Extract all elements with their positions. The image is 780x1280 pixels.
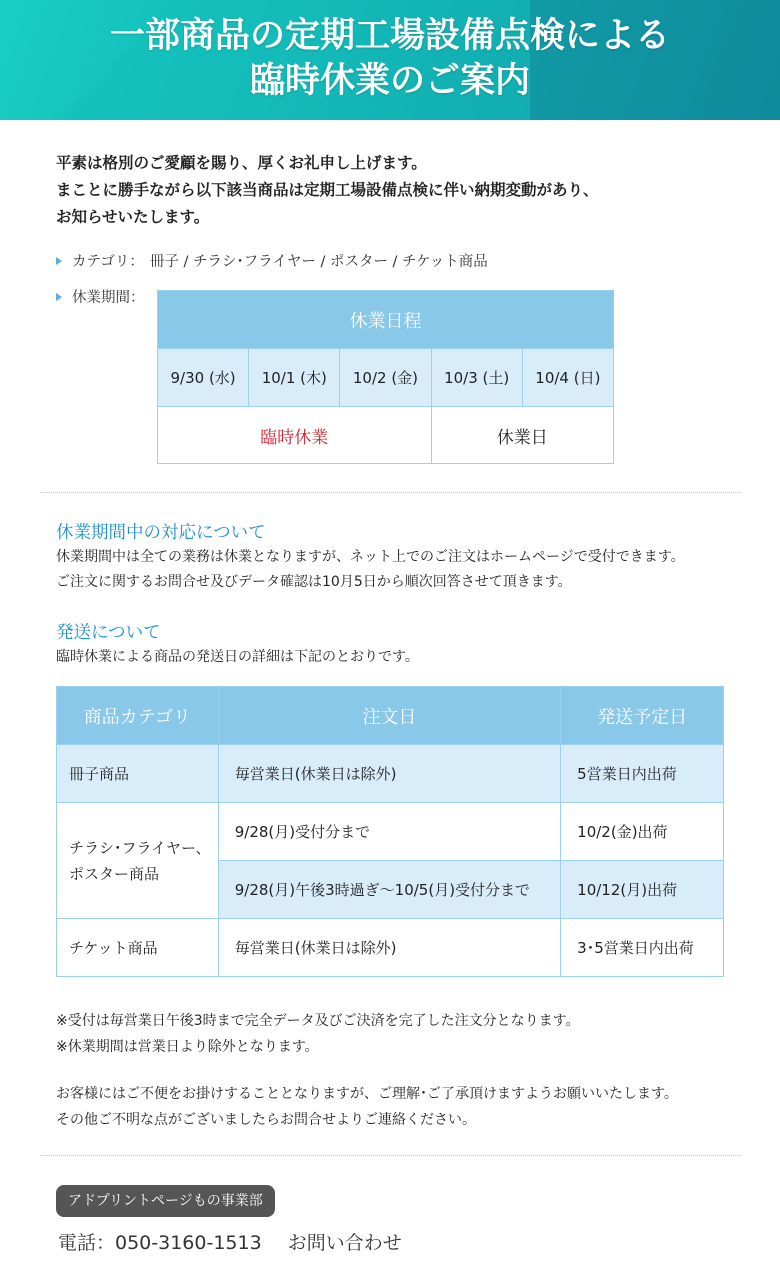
note-line-2: ※休業期間は営業日より除外となります。 (56, 1039, 319, 1055)
schedule-day: 10/3 (土) (431, 349, 522, 407)
intro-text (56, 150, 736, 231)
row-order-date: 9/28(月)午後3時過ぎ～10/5(月)受付分まで (218, 861, 560, 919)
intro-line-3: お知らせいたします。 (56, 208, 210, 226)
category-row (56, 250, 488, 271)
row-ship-date: 10/2(金)出荷 (561, 803, 724, 861)
temporary-closure-cell: 臨時休業 (158, 407, 432, 464)
triangle-bullet-icon (56, 293, 62, 301)
header-ship-date: 発送予定日 (561, 687, 724, 745)
note-line-1: ※受付は毎営業日午後3時まで完全データ及びご決済を完了した注文分となります。 (56, 1013, 580, 1029)
closing-line-1: お客様にはご不便をお掛けすることとなりますが、ご理解･ご了承頂けますようお願いいたします。 (56, 1086, 678, 1102)
schedule-day: 10/2 (金) (340, 349, 431, 407)
section-divider (40, 1155, 740, 1156)
category-line-1: チラシ･フライヤー、 (69, 838, 211, 857)
row-order-date: 毎営業日(休業日は除外) (218, 745, 560, 803)
page-title (0, 14, 780, 104)
schedule-day: 9/30 (水) (158, 349, 249, 407)
header-category: 商品カテゴリ (57, 687, 219, 745)
period-row (56, 286, 145, 307)
intro-line-1: 平素は格別のご愛顧を賜り、厚くお礼申し上げます。 (56, 154, 427, 172)
schedule-day: 10/1 (木) (249, 349, 340, 407)
header-banner (0, 0, 780, 120)
support-line-1: 休業期間中は全ての業務は休業となりますが、ネット上でのご注文はホームページで受付できます。 (56, 549, 685, 565)
shipping-schedule-table (56, 686, 724, 977)
shipping-section-title: 発送について (56, 623, 161, 643)
support-section-title: 休業期間中の対応について (56, 523, 266, 543)
header-order-date: 注文日 (218, 687, 560, 745)
category-value: 冊子 / チラシ･フライヤー / ポスター / チケット商品 (149, 254, 488, 270)
support-line-2: ご注文に関するお問合せ及びデータ確認は10月5日から順次回答させて頂きます。 (56, 574, 572, 590)
closing-text (56, 1081, 678, 1133)
category-line-2: ポスター商品 (69, 864, 160, 883)
row-category (57, 803, 219, 919)
intro-line-2: まことに勝手ながら以下該当商品は定期工場設備点検に伴い納期変動があり、 (56, 181, 599, 199)
contact-link[interactable]: お問い合わせ (287, 1232, 402, 1254)
row-category: チケット商品 (57, 919, 219, 977)
closure-schedule-table (157, 290, 614, 464)
table-row (57, 919, 724, 977)
support-section-text (56, 545, 746, 595)
table-row (57, 745, 724, 803)
row-ship-date: 3･5営業日内出荷 (561, 919, 724, 977)
row-ship-date: 10/12(月)出荷 (561, 861, 724, 919)
shipping-section-text: 臨時休業による商品の発送日の詳細は下記のとおりです。 (56, 649, 419, 665)
notes (56, 1008, 580, 1060)
department-badge: アドプリントページもの事業部 (56, 1185, 275, 1217)
schedule-header: 休業日程 (158, 291, 614, 349)
category-label: カテゴリ： (72, 254, 144, 270)
contact-row (58, 1228, 402, 1255)
title-line-1: 一部商品の定期工場設備点検による (109, 16, 670, 56)
phone-number: 電話：050-3160-1513 (58, 1232, 262, 1254)
row-ship-date: 5営業日内出荷 (561, 745, 724, 803)
triangle-bullet-icon (56, 257, 62, 265)
row-order-date: 毎営業日(休業日は除外) (218, 919, 560, 977)
period-label: 休業期間： (72, 290, 145, 306)
table-row (57, 803, 724, 861)
schedule-day: 10/4 (日) (522, 349, 613, 407)
section-divider (40, 492, 740, 493)
row-order-date: 9/28(月)受付分まで (218, 803, 560, 861)
row-category: 冊子商品 (57, 745, 219, 803)
holiday-cell: 休業日 (431, 407, 613, 464)
closing-line-2: その他ご不明な点がございましたらお問合せよりご連絡ください。 (56, 1112, 476, 1128)
title-line-2: 臨時休業のご案内 (249, 61, 530, 101)
